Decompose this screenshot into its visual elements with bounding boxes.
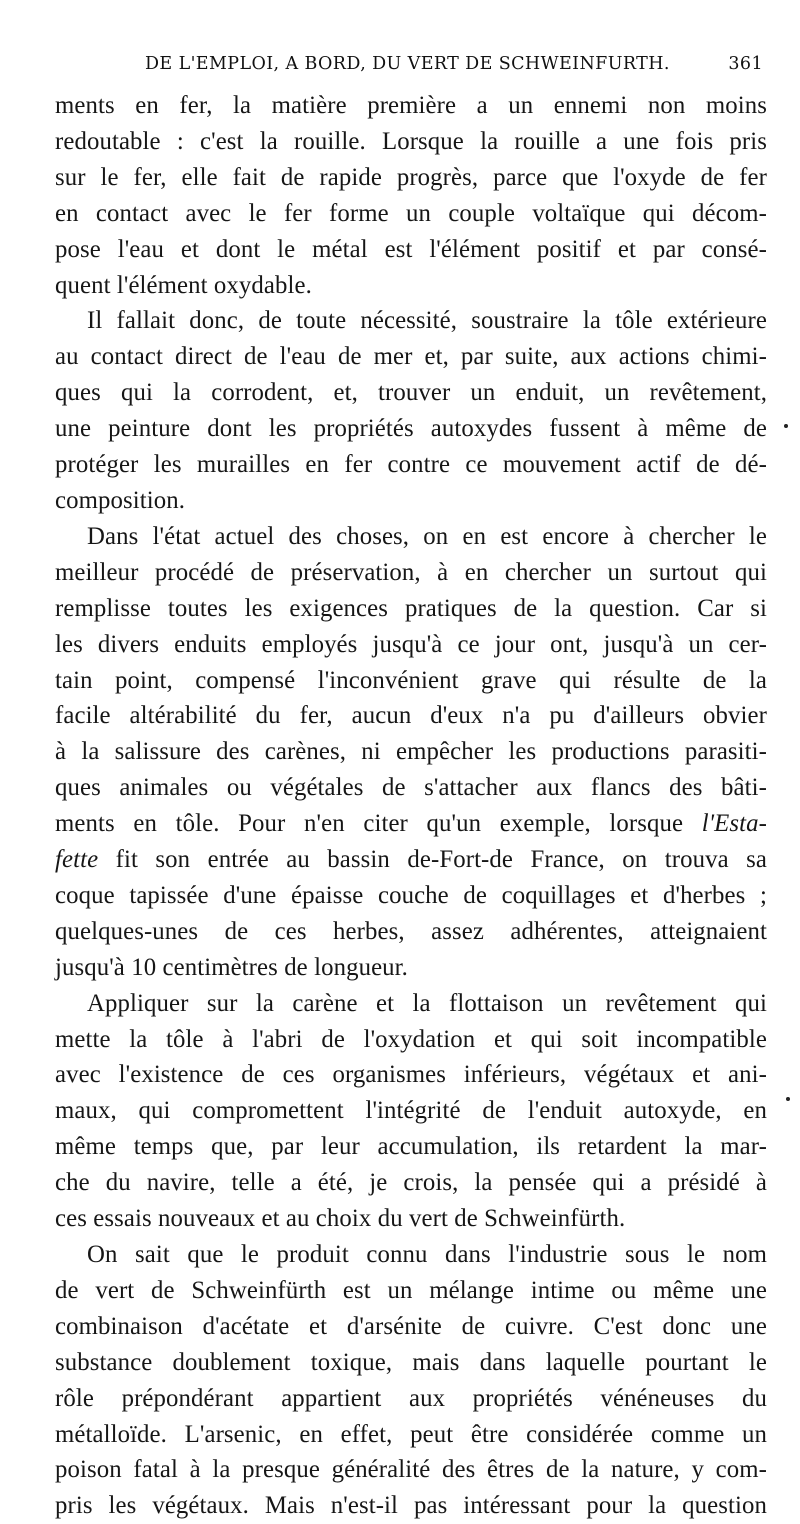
text-line xyxy=(55,591,767,627)
line-text: quelques-unes de ces herbes, assez adhérentes, atteignaient xyxy=(55,917,767,945)
text-line xyxy=(55,124,767,160)
text-line xyxy=(55,878,767,914)
text-line xyxy=(55,770,767,806)
running-title: DE L'EMPLOI, A BORD, DU VERT DE SCHWEINFURTH. xyxy=(145,54,670,74)
text-line xyxy=(55,1165,767,1201)
text-line xyxy=(55,375,767,411)
line-text: même temps que, par leur accumulation, ils retardent la mar- xyxy=(55,1133,767,1161)
text-line xyxy=(55,1057,767,1093)
line-text: avec l'existence de ces organismes inférieurs, végétaux et ani- xyxy=(55,1061,767,1089)
line-text: sur le fer, elle fait de rapide progrès, parce que l'oxyde de fer xyxy=(55,163,767,191)
italic-ship-name: fette xyxy=(55,846,99,874)
text-line xyxy=(55,663,767,699)
line-text: che du navire, telle a été, je crois, la pensée qui a présidé à xyxy=(55,1169,767,1197)
line-text: meilleur procédé de préservation, à en chercher un surtout qui xyxy=(55,558,767,586)
line-text: de vert de Schweinfürth est un mélange intime ou même une xyxy=(55,1276,767,1304)
text-line xyxy=(55,806,767,842)
text-line xyxy=(55,339,767,375)
text-line xyxy=(55,447,767,483)
text-line xyxy=(55,698,767,734)
line-text: Appliquer sur la carène et la flottaison un revêtement qui xyxy=(87,989,767,1017)
page-number: 361 xyxy=(728,54,763,74)
line-text: tain point, compensé l'inconvénient grave qui résulte de la xyxy=(55,666,767,694)
line-text: mette la tôle à l'abri de l'oxydation et qui soit incompatible xyxy=(55,1025,767,1053)
line-text: Il fallait donc, de toute nécessité, soustraire la tôle extérieure xyxy=(87,307,767,335)
text-line xyxy=(55,268,767,304)
line-text: jusqu'à 10 centimètres de longueur. xyxy=(55,953,408,981)
text-line xyxy=(55,519,767,555)
text-line xyxy=(55,1237,767,1273)
line-text: combinaison d'acétate et d'arsénite de cuivre. C'est donc une xyxy=(55,1312,767,1340)
line-text: facile altérabilité du fer, aucun d'eux n'a pu d'ailleurs obvier xyxy=(55,702,767,730)
text-line xyxy=(55,950,767,986)
text-line xyxy=(55,914,767,950)
line-text: en contact avec le fer forme un couple voltaïque qui décom- xyxy=(55,199,767,227)
text-line xyxy=(55,1129,767,1165)
line-text: composition. xyxy=(55,486,186,514)
line-text: ces essais nouveaux et au choix du vert de Schweinfürth. xyxy=(55,1205,626,1233)
line-text: substance doublement toxique, mais dans laquelle pourtant le xyxy=(55,1348,767,1376)
text-line xyxy=(55,1417,767,1453)
text-line xyxy=(55,1093,767,1129)
text-line xyxy=(55,160,767,196)
line-text: à la salissure des carènes, ni empêcher les productions parasiti- xyxy=(55,738,767,766)
line-text: ments en fer, la matière première a un ennemi non moins xyxy=(55,92,767,119)
text-line xyxy=(55,303,767,339)
line-text: fit son entrée au bassin de-Fort-de France, on trouva sa xyxy=(98,846,767,874)
line-text: les divers enduits employés jusqu'à ce jour ont, jusqu'à un cer- xyxy=(55,630,767,658)
text-line xyxy=(55,483,767,519)
text-line xyxy=(55,196,767,232)
text-line xyxy=(55,627,767,663)
line-text: ques qui la corrodent, et, trouver un enduit, un revêtement, xyxy=(55,379,767,407)
line-text: au contact direct de l'eau de mer et, par suite, aux actions chimi- xyxy=(55,343,767,371)
line-text: ments en tôle. Pour n'en citer qu'un exemple, lorsque xyxy=(55,810,702,838)
line-text: une peinture dont les propriétés autoxydes fussent à même de xyxy=(55,415,767,443)
line-text: poison fatal à la presque généralité des êtres de la nature, y com- xyxy=(55,1456,767,1484)
line-text: coque tapissée d'une épaisse couche de coquillages et d'herbes ; xyxy=(55,881,767,909)
line-text: remplisse toutes les exigences pratiques de la question. Car si xyxy=(55,594,767,622)
line-text: métalloïde. L'arsenic, en effet, peut être considérée comme un xyxy=(55,1420,767,1448)
line-text: protéger les murailles en fer contre ce mouvement actif de dé- xyxy=(55,451,767,479)
line-text: ques animales ou végétales de s'attacher aux flancs des bâti- xyxy=(55,774,767,802)
running-head xyxy=(145,54,763,82)
body-text xyxy=(55,88,767,1524)
text-line xyxy=(55,88,767,124)
text-line xyxy=(55,986,767,1022)
text-line xyxy=(55,1273,767,1309)
text-line xyxy=(55,411,767,447)
italic-ship-name: l'Esta- xyxy=(701,810,767,838)
line-text: rôle prépondérant appartient aux propriétés vénéneuses du xyxy=(55,1384,767,1412)
ink-speck xyxy=(786,1097,790,1101)
text-line xyxy=(55,1452,767,1488)
line-text: maux, qui compromettent l'intégrité de l'enduit autoxyde, en xyxy=(55,1097,767,1125)
text-line xyxy=(55,734,767,770)
line-text: pose l'eau et dont le métal est l'élément positif et par consé- xyxy=(55,235,767,263)
line-text: redoutable : c'est la rouille. Lorsque la rouille a une fois pris xyxy=(55,127,767,155)
text-line xyxy=(55,1345,767,1381)
text-line xyxy=(55,232,767,268)
line-text: Dans l'état actuel des choses, on en est encore à chercher le xyxy=(87,522,767,550)
text-line xyxy=(55,1201,767,1237)
line-text: On sait que le produit connu dans l'industrie sous le nom xyxy=(87,1241,767,1268)
line-text: quent l'élément oxydable. xyxy=(55,271,312,299)
text-line xyxy=(55,1022,767,1058)
ink-speck xyxy=(784,424,788,428)
text-line xyxy=(55,555,767,591)
text-line xyxy=(55,1488,767,1524)
text-line xyxy=(55,1309,767,1345)
text-line xyxy=(55,1381,767,1417)
line-text: pris les végétaux. Mais n'est-il pas intéressant pour la question xyxy=(55,1492,767,1520)
text-line xyxy=(55,842,767,878)
